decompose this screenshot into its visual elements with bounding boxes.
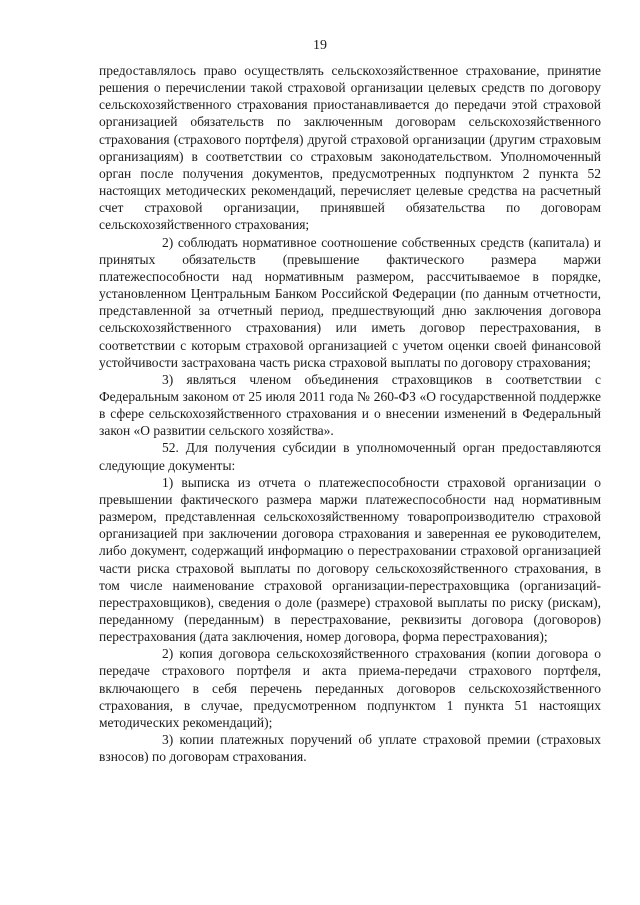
- paragraph-clause-52: 52. Для получения субсидии в уполномоченный орган предоставляются следующие документы:: [99, 440, 601, 473]
- paragraph-continuation: предоставлялось право осуществлять сельскохозяйственное страхование, принятие решения о перечислении такой страховой организации целевых средств по договору сельскохозяйственного страхования приостанавливается до передачи этой страховой организацией обязательств по заключенным договорам сельскохозяйственного страхования (страхового портфеля) другой страховой организации (другим страховым организациям) в соответствии со страховым законодательством. Уполномоченный орган после получения документов, предусмотренных подпунктом 2 пункта 52 настоящих методических рекомендаций, перечисляет целевые средства на расчетный счет страховой организации, принявшей обязательства по договорам сельскохозяйственного страхования;: [99, 63, 601, 233]
- paragraph-item-2: 2) соблюдать нормативное соотношение собственных средств (капитала) и принятых обязательств (превышение фактического размера маржи платежеспособности над нормативным размером, рассчитываемое в порядке, установленном Центральным Банком Российской Федерации (по данным отчетности, представленной за отчетный период, предшествующий дню заключения договора сельскохозяйственного страхования) или иметь договор перестрахования, в соответствии с которым страховой организацией с учетом оценки своей финансовой устойчивости застрахована часть риска страховой выплаты по договору страхования;: [99, 234, 601, 370]
- paragraph-item-3: 3) являться членом объединения страховщиков в соответствии с Федеральным законом от 25 июля 2011 года № 260-ФЗ «О государственной поддержке в сфере сельскохозяйственного страхования и о внесении изменений в Федеральный закон «О развитии сельского хозяйства».: [99, 371, 601, 439]
- document-body: [99, 62, 601, 765]
- paragraph-doc-2: 2) копия договора сельскохозяйственного страхования (копии договора о передаче страхового портфеля и акта приема-передачи страхового портфеля, включающего в себя перечень переданных договоров сельскохозяйственного страхования, в случае, предусмотренном подпунктом 1 пункта 51 настоящих методических рекомендаций);: [99, 646, 601, 730]
- paragraph-doc-3: 3) копии платежных поручений об уплате страховой премии (страховых взносов) по договорам страхования.: [99, 732, 601, 765]
- page-number: 19: [313, 38, 327, 53]
- paragraph-doc-1: 1) выписка из отчета о платежеспособности страховой организации о превышении фактического размера маржи платежеспособности над нормативным размером, представленная сельскохозяйственному товаропроизводителю страховой организацией при заключении договора страхования и заверенная ее руководителем, либо документ, содержащий информацию о перестраховании страховой организацией части риска страховой выплаты по договору сельскохозяйственного страхования, в том числе наименование страховой организации-перестраховщика (организаций-перестраховщиков), сведения о доле (размере) страховой выплаты по риску (рискам), переданному (переданным) в перестрахование, реквизиты договора (договоров) перестрахования (дата заключения, номер договора, форма перестрахования);: [99, 474, 601, 645]
